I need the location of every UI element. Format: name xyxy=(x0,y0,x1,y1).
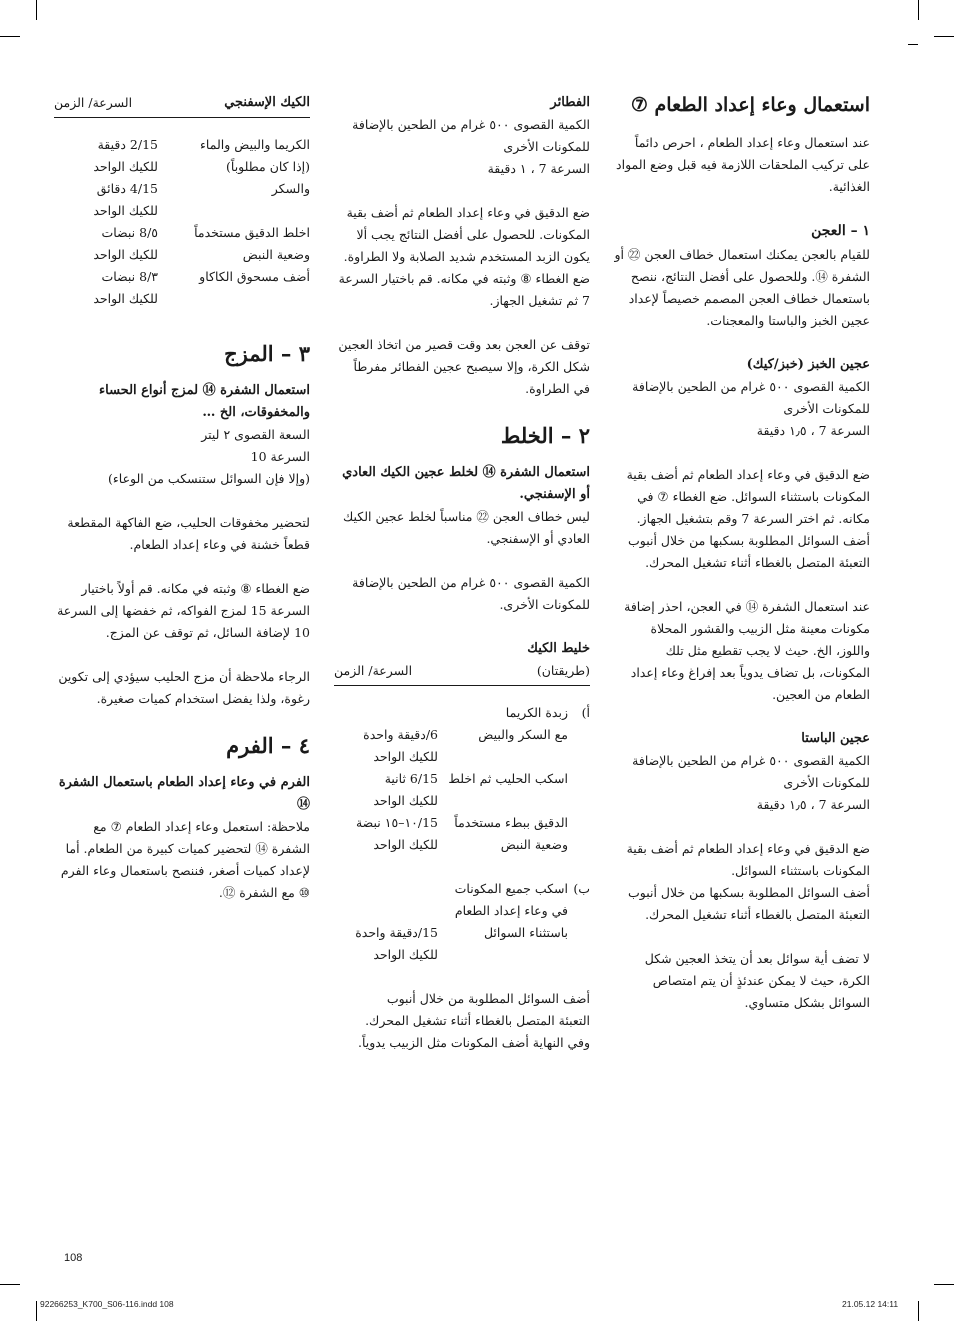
subheading: خليط الكيك xyxy=(527,641,590,656)
speed-time-cell: 6/15 ثانية xyxy=(384,771,438,786)
paragraph: ضع الدقيق في وعاء إعداد الطعام ثم أضف بقية المكونات. للحصول على أفضل النتائج يجب ألا يكون الزبد المستخدم شديد الصلابة ولا الطراوة. ضع الغطاء ⑧ وثبته في مكانه. قم باختيار السرعة 7 ثم تشغيل الجهاز. xyxy=(338,205,590,308)
crop-mark xyxy=(918,0,919,20)
table-row xyxy=(334,702,590,724)
subheading: استعمال الشفرة ⑭ لخلط عجين الكيك العادي أو الإسفنجي. xyxy=(342,465,590,502)
row-label xyxy=(568,790,590,812)
ingredient-cell xyxy=(158,288,310,310)
section-title: استعمال وعاء إعداد الطعام ⑦ xyxy=(630,94,870,116)
spec-line: الكمية القصوى ٥٠٠ غرام من الطحين بالإضافة xyxy=(632,379,870,394)
row-label xyxy=(568,834,590,856)
row-label: ب) xyxy=(573,881,590,896)
speed-time-cell: للكيك الواحد xyxy=(373,793,438,808)
speed-time-cell: 15/١٠–١٥ نبضة xyxy=(355,815,438,830)
table-row xyxy=(54,156,310,178)
row-label xyxy=(568,724,590,746)
table-row xyxy=(334,746,590,768)
section-heading: ١ – العجن xyxy=(811,223,870,239)
spec-block xyxy=(334,988,590,1054)
page-number: 108 xyxy=(64,1252,83,1264)
table-row xyxy=(334,878,590,900)
subheading: الفرم في وعاء إعداد الطعام باستعمال الشفرة ⑭ xyxy=(58,775,310,812)
speed-time-cell: للكيك الواحد xyxy=(93,203,158,218)
row-label xyxy=(568,922,590,944)
row-label xyxy=(568,944,590,966)
spec-block xyxy=(614,750,870,816)
sponge-table xyxy=(54,134,310,310)
crop-mark xyxy=(934,36,954,37)
speed-time-cell: للكيك الواحد xyxy=(373,947,438,962)
table-row xyxy=(54,200,310,222)
paragraph: أضف السوائل المطلوبة بسكبها من خلال أنبوب التعبئة المتصل بالغطاء أثناء تشغيل المحرك. xyxy=(627,533,870,570)
column-left xyxy=(54,92,310,926)
table-row xyxy=(334,724,590,746)
spec-line: السرعة 10 xyxy=(250,449,310,464)
ingredient-cell: وضعية النبض xyxy=(242,247,310,262)
ingredient-cell: زبدة الكريما xyxy=(505,705,568,720)
table-row xyxy=(334,856,590,878)
header-right: (طريقتان) xyxy=(536,663,590,678)
table-row xyxy=(54,288,310,310)
ingredient-cell xyxy=(438,856,568,878)
table-row xyxy=(334,768,590,790)
table-header xyxy=(334,660,590,686)
paragraph: للقيام بالعجن يمكنك استعمال خطاف العجن ㉒ أو الشفرة ⑭. وللحصول على أفضل النتائج، ننصح باستعمال خطاف العجن المصمم خصيصاً لإعداد عجين الخبز والباستا والمعجنات. xyxy=(614,247,870,328)
row-label xyxy=(568,768,590,790)
table-row xyxy=(334,944,590,966)
table-row xyxy=(54,244,310,266)
spec-line: للمكونات الأخرى xyxy=(503,139,590,154)
speed-time-cell: للكيك الواحد xyxy=(93,159,158,174)
ingredient-cell: اسكب الحليب ثم اخلط xyxy=(448,771,568,786)
ingredient-cell: والسكر xyxy=(271,181,310,196)
crop-mark xyxy=(36,1301,37,1321)
paragraph: ضع الدقيق في وعاء إعداد الطعام ثم أضف بقية المكونات باستثناء السوائل. xyxy=(626,841,870,878)
crop-mark xyxy=(918,1301,919,1321)
paragraph: لا تضف أية سوائل بعد أن يتخذ العجين شكل الكرة، حيث لا يمكن عندئذٍ أن يتم امتصاص السوائل بشكل متساوي. xyxy=(644,951,870,1010)
speed-time-cell: للكيك الواحد xyxy=(373,749,438,764)
speed-time-cell: للكيك الواحد xyxy=(373,837,438,852)
section-heading: ٤ – الفرم xyxy=(226,733,310,758)
crop-mark xyxy=(36,0,37,20)
speed-time-cell: 6/دقيقة واحدة xyxy=(363,727,438,742)
header-left: السرعة/ الزمن xyxy=(54,95,133,110)
text-line: وفي النهاية أضف المكونات مثل الزبيب يدوياً. xyxy=(357,1035,590,1050)
speed-time-cell: ٥/8 نبضات xyxy=(101,225,158,240)
paragraph: ملاحظة: استعمل وعاء إعداد الطعام ⑦ مع الشفرة ⑭ لتحضير كميات كبيرة من الطعام. أما لإعداد كميات أصغر، فننصح باستعمال وعاء الفرم ⑩ مع الشفرة ⑫. xyxy=(60,819,310,900)
speed-time-cell xyxy=(334,900,438,922)
spec-line: للمكونات الأخرى xyxy=(783,775,870,790)
speed-time-cell xyxy=(334,702,438,724)
table-row xyxy=(54,222,310,244)
ingredient-cell xyxy=(438,746,568,768)
ingredient-cell: مع السكر والبيض xyxy=(478,727,568,742)
paragraph: ضع الغطاء ⑧ وثبته في مكانه. قم أولاً باختيار السرعة 15 لمزج الفواكه، ثم خفضها إلى السرعة 10 لإضافة السائل، ثم توقف عن المزج. xyxy=(57,581,310,640)
spec-line: الكمية القصوى ٥٠٠ غرام من الطحين بالإضافة xyxy=(632,753,870,768)
column-middle xyxy=(334,92,590,1054)
speed-time-cell: للكيك الواحد xyxy=(93,247,158,262)
spec-line: الكمية القصوى ٥٠٠ غرام من الطحين بالإضافة xyxy=(352,117,590,132)
paragraph: عند استعمال وعاء إعداد الطعام ، احرص دائماً على تركيب الملحقات اللازمة فيه قبل وضع المواد الغذائية. xyxy=(616,135,870,194)
speed-time-cell: ٣/8 نبضات xyxy=(101,269,158,284)
ingredient-cell: أضف مسحوق الكاكاو xyxy=(199,269,310,284)
row-label xyxy=(568,746,590,768)
table-row xyxy=(54,178,310,200)
ingredient-cell xyxy=(438,790,568,812)
row-label: أ) xyxy=(581,705,590,720)
spec-line: السرعة 7 ، ١٫٥ دقيقة xyxy=(756,423,870,438)
crop-mark xyxy=(908,44,918,45)
section-heading: ٣ – المزج xyxy=(224,341,310,366)
paragraph: الكمية القصوى ٥٠٠ غرام من الطحين بالإضافة للمكونات الأخرى. xyxy=(352,575,590,612)
ingredient-cell: (إذا كان مطلوباً) xyxy=(226,159,310,174)
row-label xyxy=(568,812,590,834)
table-row xyxy=(54,134,310,156)
paragraph: عند استعمال الشفرة ⑭ في العجن، احذر إضافة مكونات معينة مثل الزبيب والقشور المحلاة واللوز، الخ. حيث لا يجب تقطيع مثل تلك المكونات، بل تضاف يدوياً بعد إفراغ وعاء إعداد الطعام من العجين. xyxy=(624,599,870,702)
text-line: أضف السوائل المطلوبة من خلال أنبوب xyxy=(386,991,590,1006)
text-line: التعبئة المتصل بالغطاء أثناء تشغيل المحرك. xyxy=(365,1013,590,1028)
footer-date: 21.05.12 14:11 xyxy=(842,1299,899,1309)
subheading: الفطائر xyxy=(550,95,590,110)
ingredient-cell: اخلط الدقيق مستخدماً xyxy=(194,225,310,240)
paragraph: ليس خطاف العجن ㉒ مناسباً لخلط عجين الكيك العادي أو الإسفنجي. xyxy=(343,509,590,546)
spec-block xyxy=(334,114,590,180)
ingredient-cell xyxy=(438,944,568,966)
spec-line: السرعة 7 ، ١٫٥ دقيقة xyxy=(756,797,870,812)
table-header xyxy=(54,92,310,118)
ingredient-cell: الكريما والبيض والماء xyxy=(200,137,310,152)
paragraph: لتحضير مخفوقات الحليب، ضع الفاكهة المقطعة قطعاً خشنة في وعاء إعداد الطعام. xyxy=(67,515,310,552)
table-row xyxy=(54,266,310,288)
footer-file: 92266253_K700_S06-116.indd 108 xyxy=(40,1299,174,1309)
header-left: السرعة/ الزمن xyxy=(334,663,413,678)
speed-time-cell xyxy=(334,856,438,878)
ingredient-cell: اسكب جميع المكونات xyxy=(454,881,568,896)
cake-mix-table xyxy=(334,702,590,966)
spec-line: السعة القصوى ٢ ليتر xyxy=(201,427,310,442)
spec-line: للمكونات الأخرى xyxy=(783,401,870,416)
spec-block xyxy=(614,376,870,442)
ingredient-cell: في وعاء إعداد الطعام xyxy=(454,903,568,918)
ingredient-cell xyxy=(158,200,310,222)
speed-time-cell: للكيك الواحد xyxy=(93,291,158,306)
speed-time-cell xyxy=(334,878,438,900)
column-right xyxy=(614,92,870,1036)
paragraph: الرجاء ملاحظة أن مزج الحليب سيؤدي إلى تكوين رغوة، ولذا يفضل استخدام كميات صغيرة. xyxy=(58,669,310,706)
table-row xyxy=(334,790,590,812)
row-label xyxy=(568,856,590,878)
table-row xyxy=(334,812,590,834)
table-row xyxy=(334,834,590,856)
spec-block xyxy=(54,424,310,490)
speed-time-cell: 15/دقيقة واحدة xyxy=(355,925,438,940)
ingredient-cell: وضعية النبض xyxy=(500,837,568,852)
spec-line: السرعة 7 ، ١ دقيقة xyxy=(487,161,590,176)
subheading: استعمال الشفرة ⑭ لمزج أنواع الحساء والمخفوقات، الخ … xyxy=(99,383,310,420)
crop-mark xyxy=(0,1284,20,1285)
speed-time-cell: 2/15 دقيقة xyxy=(97,137,158,152)
row-label xyxy=(568,900,590,922)
paragraph: أضف السوائل المطلوبة بسكبها من خلال أنبوب التعبئة المتصل بالغطاء أثناء تشغيل المحرك. xyxy=(627,885,870,922)
subheading: عجين الخبز (خبز/كيك) xyxy=(746,357,870,372)
table-row xyxy=(334,922,590,944)
spec-line: (وإلا فإن السوائل ستنسكب من الوعاء) xyxy=(108,471,310,486)
ingredient-cell: الدقيق ببطء مستخدماً xyxy=(454,815,568,830)
subheading: عجين الباستا xyxy=(801,731,870,746)
speed-time-cell: 4/15 دقائق xyxy=(96,181,158,196)
crop-mark xyxy=(934,1284,954,1285)
paragraph: ضع الدقيق في وعاء إعداد الطعام ثم أضف بقية المكونات باستثناء السوائل. ضع الغطاء ⑦ في مكانه. ثم اختر السرعة 7 وقم بتشغيل الجهاز. xyxy=(626,467,870,526)
header-right: الكيك الإسفنجي xyxy=(224,95,310,110)
crop-mark xyxy=(0,36,20,37)
section-heading: ٢ – الخلط xyxy=(500,423,590,448)
paragraph: توقف عن العجن بعد وقت قصير من اتخاذ العجين شكل الكرة، وإلا سيصبح عجين الفطائر مفرطاً في الطراوة. xyxy=(338,337,590,396)
table-row xyxy=(334,900,590,922)
ingredient-cell: باستثناء السوائل xyxy=(483,925,568,940)
